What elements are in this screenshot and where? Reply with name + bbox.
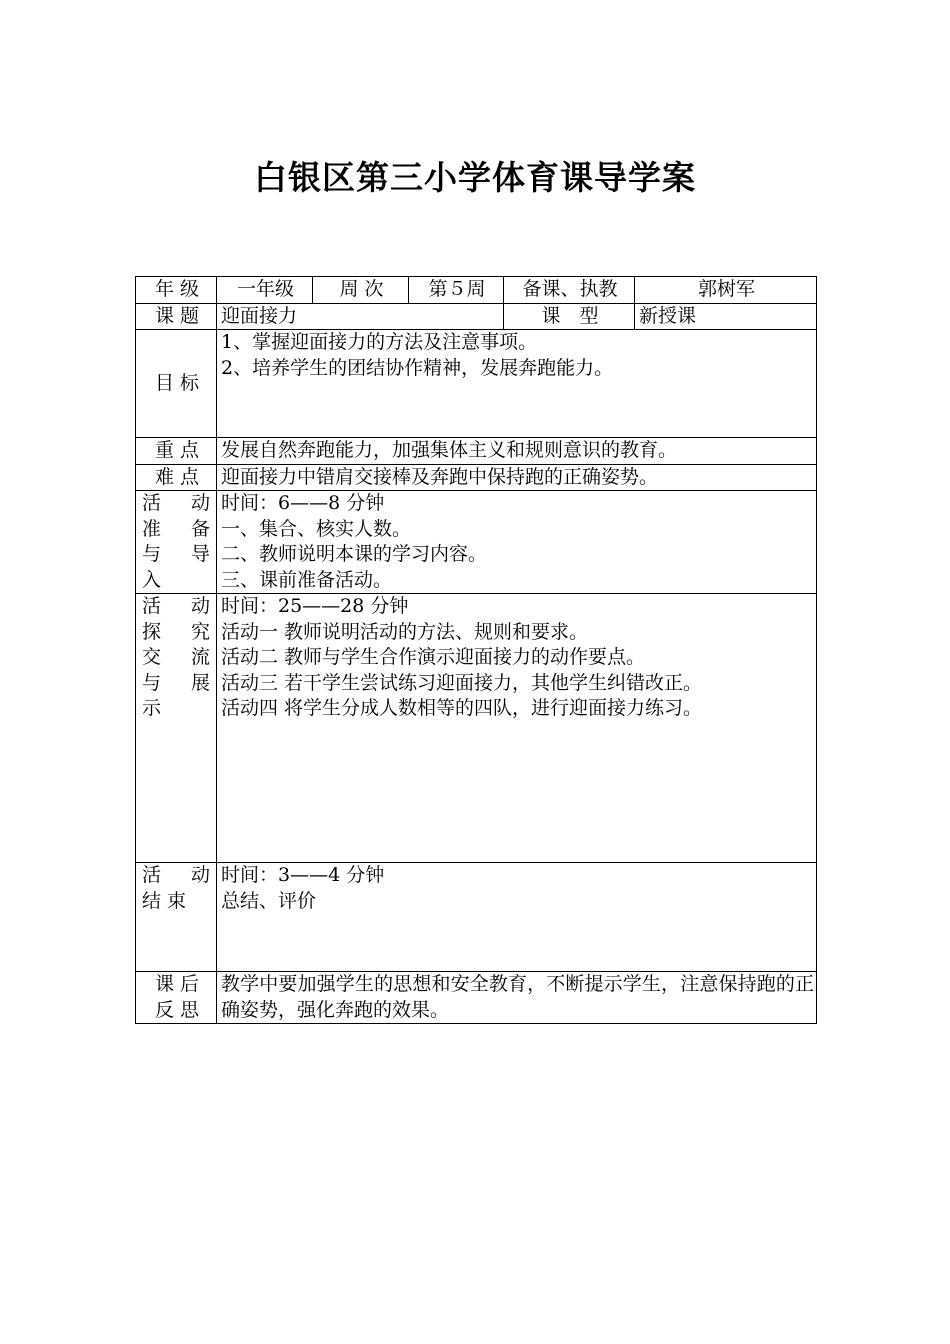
explore-line: 活动四 将学生分成人数相等的四队，进行迎面接力练习。 [221,697,703,719]
week-value: 第５周 [409,277,504,304]
prep-line: 二、教师说明本课的学习内容。 [221,543,488,565]
grade-value: 一年级 [217,277,313,304]
row-key-point [136,438,817,465]
row-difficulty [136,464,817,491]
prep-line: 一、集合、核实人数。 [221,517,412,540]
goals-content [217,330,817,438]
row-goals [136,330,817,438]
prep-line: 三、课前准备活动。 [221,568,393,591]
difficulty-text: 迎面接力中错肩交接棒及奔跑中保持跑的正确姿势。 [217,464,817,491]
reflection-text: 教学中要加强学生的思想和安全教育，不断提示学生，注意保持跑的正确姿势，强化奔跑的效果。 [217,972,817,1024]
reflection-label: 课 后 反 思 [136,972,217,1024]
explore-line: 时间：25——28 分钟 [221,595,409,617]
difficulty-label: 难 点 [136,464,217,491]
ending-line: 总结、评价 [221,889,317,912]
prep-label: 活 动 准 备 与 导 入 [136,491,217,594]
row-prep [136,491,817,594]
explore-line: 活动三 若干学生尝试练习迎面接力，其他学生纠错改正。 [221,671,703,694]
row-explore [136,594,817,863]
goal-line: 1、掌握迎面接力的方法及注意事项。 [221,331,538,353]
prep-content [217,491,817,594]
explore-line: 活动二 教师与学生合作演示迎面接力的动作要点。 [221,646,646,668]
row-topic-type [136,303,817,330]
row-reflection [136,972,817,1024]
lesson-plan-table [135,276,817,1024]
prep-line: 时间：6——8 分钟 [221,492,385,514]
document-title: 白银区第三小学体育课导学案 [254,158,696,197]
row-ending [136,863,817,972]
teacher-label: 备课、执教 [504,277,635,304]
grade-label: 年 级 [136,277,217,304]
week-label: 周 次 [313,277,409,304]
teacher-value: 郭树军 [635,277,817,304]
key-point-label: 重 点 [136,438,217,465]
topic-label: 课 题 [136,303,217,330]
key-point-text: 发展自然奔跑能力，加强集体主义和规则意识的教育。 [217,438,817,465]
ending-label: 活 动 结 束 [136,863,217,972]
ending-line: 时间：3——4 分钟 [221,864,385,886]
explore-line: 活动一 教师说明活动的方法、规则和要求。 [221,620,589,643]
type-label: 课 型 [504,303,635,330]
ending-content [217,863,817,972]
type-value: 新授课 [635,303,817,330]
explore-label: 活 动 探 究 交 流 与 展 示 [136,594,217,863]
row-grade-week-teacher [136,277,817,304]
topic-value: 迎面接力 [217,303,504,330]
goal-line: 2、培养学生的团结协作精神，发展奔跑能力。 [221,356,614,379]
goals-label: 目 标 [136,330,217,438]
explore-content [217,594,817,863]
